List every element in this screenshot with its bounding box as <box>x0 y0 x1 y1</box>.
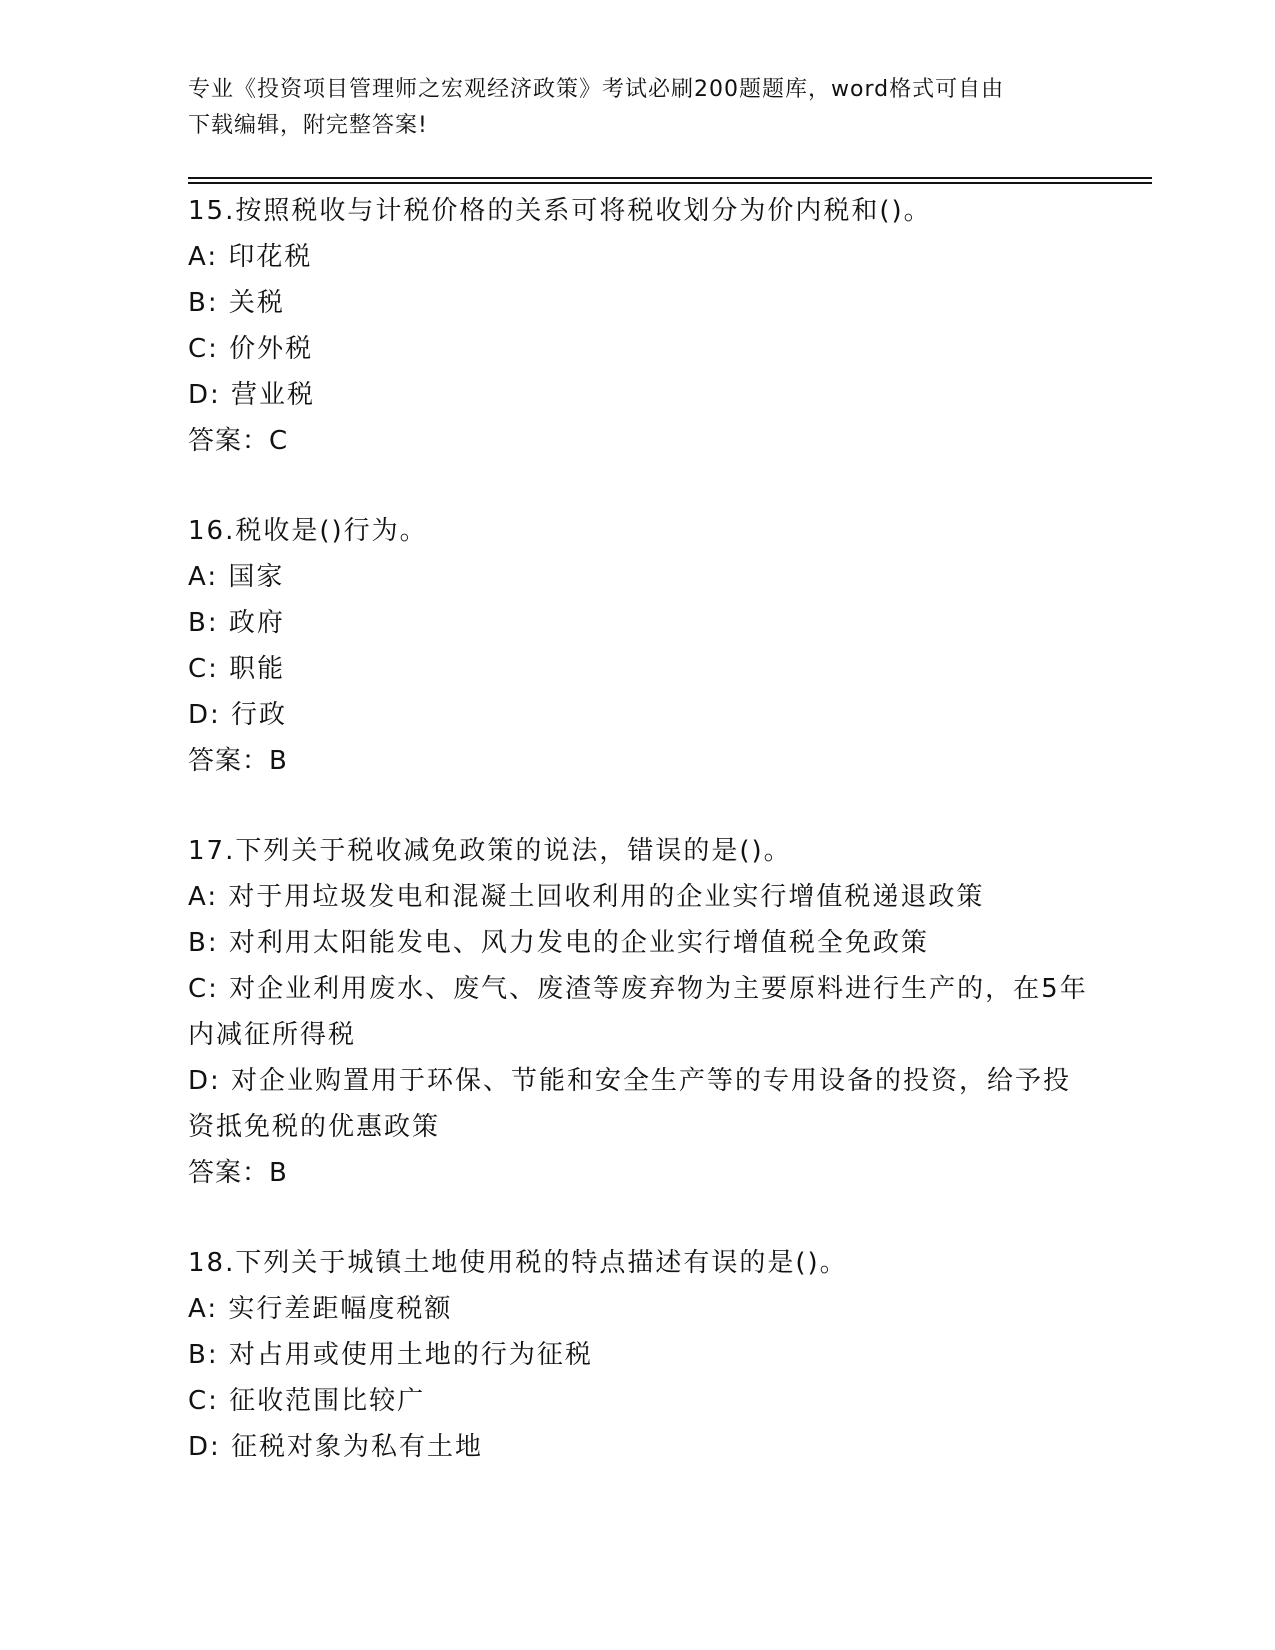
option-b: B: 对利用太阳能发电、风力发电的企业实行增值税全免政策 <box>188 928 929 958</box>
option-b: B: 对占用或使用土地的行为征税 <box>188 1340 593 1370</box>
option-d: D: 行政 <box>188 700 288 730</box>
option-a: A: 实行差距幅度税额 <box>188 1294 453 1324</box>
answer: 答案：C <box>188 426 289 456</box>
option-d: D: 对企业购置用于环保、节能和安全生产等的专用设备的投资，给予投资抵免税的优惠政策 <box>188 1066 1072 1142</box>
question-17 <box>188 828 1088 1196</box>
option-b: B: 关税 <box>188 288 285 318</box>
question-stem: 18.下列关于城镇土地使用税的特点描述有误的是()。 <box>188 1248 848 1278</box>
option-c: C: 征收范围比较广 <box>188 1386 426 1416</box>
option-a: A: 印花税 <box>188 242 313 272</box>
question-stem: 15.按照税收与计税价格的关系可将税收划分为价内税和()。 <box>188 196 932 226</box>
option-c: C: 价外税 <box>188 334 314 364</box>
option-d: D: 征税对象为私有土地 <box>188 1432 484 1462</box>
header-line-2: 下载编辑，附完整答案! <box>188 113 428 138</box>
question-15 <box>188 188 1088 464</box>
question-stem: 16.税收是()行为。 <box>188 516 428 546</box>
question-18 <box>188 1240 1088 1470</box>
header-divider-top <box>188 177 1152 179</box>
option-c: C: 对企业利用废水、废气、废渣等废弃物为主要原料进行生产的，在5年内减征所得税 <box>188 974 1088 1050</box>
answer: 答案：B <box>188 1158 288 1188</box>
header-line-1: 专业《投资项目管理师之宏观经济政策》考试必刷200题题库，word格式可自由 <box>188 77 1005 102</box>
option-b: B: 政府 <box>188 608 285 638</box>
option-d: D: 营业税 <box>188 380 316 410</box>
answer: 答案：B <box>188 746 288 776</box>
option-a: A: 国家 <box>188 562 285 592</box>
option-c: C: 职能 <box>188 654 286 684</box>
question-16 <box>188 508 1088 784</box>
question-stem: 17.下列关于税收减免政策的说法，错误的是()。 <box>188 836 792 866</box>
option-a: A: 对于用垃圾发电和混凝土回收利用的企业实行增值税递退政策 <box>188 882 985 912</box>
document-header <box>188 72 1088 144</box>
header-divider-bottom <box>188 182 1152 184</box>
